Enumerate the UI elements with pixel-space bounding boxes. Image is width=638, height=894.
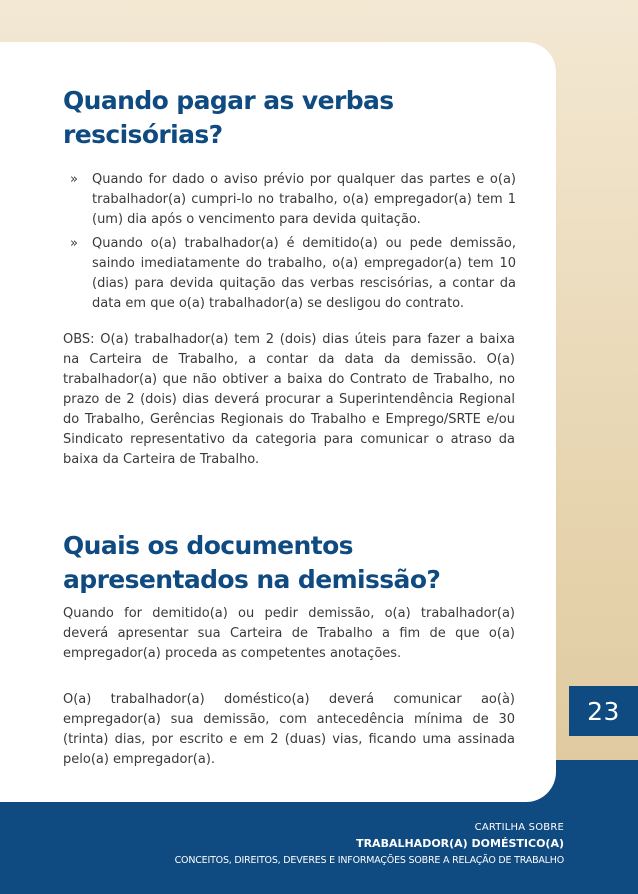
bullet-marker: » [70,236,78,251]
documents-paragraph-1: Quando for demitido(a) ou pedir demissão, o(a) trabalhador(a) deverá apresentar sua Carteira de Trabalho a fim de que o(a) empregador(a) proceda as competentes anotações. [63,606,515,661]
page-number: 23 [569,686,638,736]
footer-booklet-title: TRABALHADOR(A) DOMÉSTICO(A) [356,837,564,850]
list-item [70,170,516,230]
section-title-documents: Quais os documentos apresentados na demissão? [63,531,441,594]
bullet-marker: » [70,172,78,187]
footer-series-label: CARTILHA SOBRE [474,822,564,833]
documents-paragraph-2: O(a) trabalhador(a) doméstico(a) deverá comunicar ao(à) empregador(a) sua demissão, com antecedência mínima de 30 (trinta) dias, por escrito e em 2 (duas) vias, ficando uma assinada pelo(a) empregador(a). [63,692,515,767]
bullet-text: Quando o(a) trabalhador(a) é demitido(a) ou pede demissão, saindo imediatamente do trabalho, o(a) empregador(a) tem 10 (dias) para devida quitação das verbas rescisórias, a contar da data em que o(a) trabalhador(a) se desligou do contrato. [92,236,516,311]
obs-paragraph: OBS: O(a) trabalhador(a) tem 2 (dois) dias úteis para fazer a baixa na Carteira de Trabalho, a contar da data da demissão. O(a) trabalhador(a) que não obtiver a baixa do Contrato de Trabalho, no prazo de 2 (dois) dias deverá procurar a Superintendência Regional do Trabalho, Gerências Regionais do Trabalho e Emprego/SRTE e/ou Sindicato representativo da categoria para comunicar o atraso da baixa da Carteira de Trabalho. [63,332,515,467]
footer-subtitle: CONCEITOS, DIREITOS, DEVERES E INFORMAÇÕES SOBRE A RELAÇÃO DE TRABALHO [174,855,564,866]
payment-bullet-list [70,170,516,318]
bullet-text: Quando for dado o aviso prévio por qualquer das partes e o(a) trabalhador(a) cumpri-lo no trabalho, o(a) empregador(a) tem 1 (um) dia após o vencimento para devida quitação. [92,172,516,227]
section-title-payment: Quando pagar as verbas rescisórias? [63,86,394,149]
list-item [70,234,516,314]
